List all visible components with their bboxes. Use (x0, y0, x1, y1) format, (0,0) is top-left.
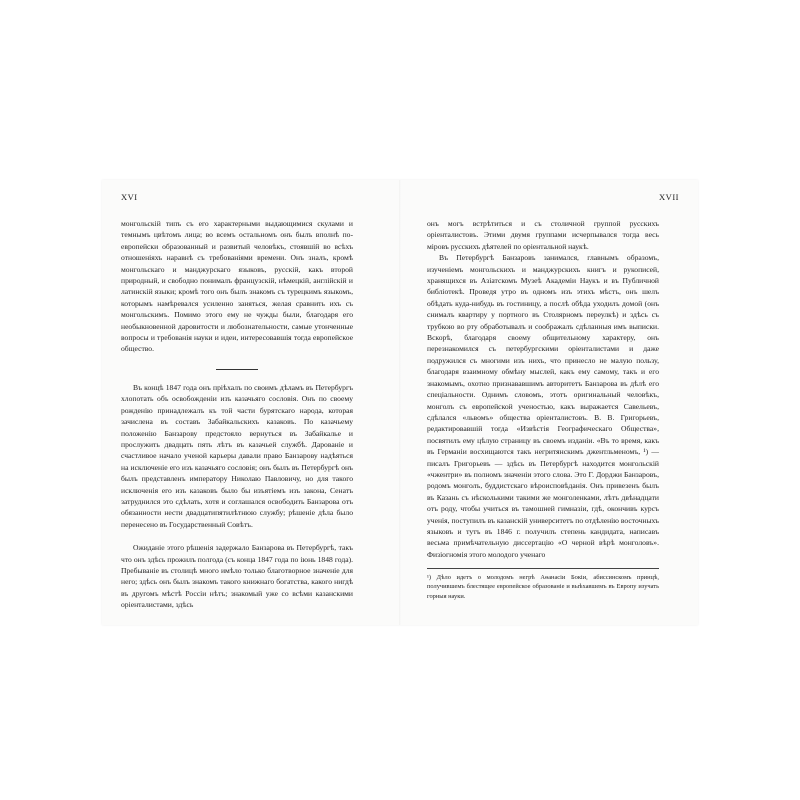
page-number-right: XVII (659, 192, 679, 202)
paragraph: онъ могъ встрѣтиться и съ столичной группой русскихъ оріенталистовъ. Этими двумя группами исчерпывался тогда весь міровъ русскихъ дѣятелей по оріентальной наукѣ. (427, 219, 659, 251)
footnote-divider (427, 568, 659, 569)
paragraph: Ожиданіе этого рѣшенія задержало Банзарова въ Петербургѣ, такъ что онъ здѣсь прожилъ полгода (съ конца 1847 года по іюнь 1848 года). Пребываніе въ столицѣ много имѣло только благотворное значеніе для него; здѣсь онъ былъ знакомъ такого книжнаго богатства, какого нигдѣ въ другомъ мѣстѣ Россіи нѣтъ; знакомый уже со всѣми казанскими оріенталистами, здѣсь (121, 543, 353, 610)
section-separator (216, 369, 258, 370)
left-page-text (121, 218, 353, 611)
right-page (400, 180, 698, 625)
paragraph: Въ концѣ 1847 года онъ пріѣхалъ по своимъ дѣламъ въ Петербургъ хлопотать объ освобожденіи изъ казачьяго сословія. Онъ по своему рожденію принадлежалъ къ той части бурятскаго народа, которая зачислена въ составъ Забайкальскихъ казаковъ. По казачьему положенію Банзарову предстояло вернуться въ Забайкалье и прослужить двадцать пять лѣтъ въ казачьей службѣ. Дарованіе и счастливое начало ученой карьеры давали право Банзарову надѣяться на исключеніе его изъ казачьяго сословія; онъ былъ въ Петербургѣ онъ былъ представленъ императору Николаю Павловичу, но для такого исключенія его изъ казаковъ было бы изъятіемъ изъ закона, Сенатъ затруднился это сдѣлать, хотя и соглашался освободить Банзарова отъ обязанности нести двадцатипятилѣтнюю службу; рѣшеніе дѣла было перенесено въ Государственный Совѣтъ. (121, 382, 353, 529)
book-spread (102, 180, 698, 625)
paragraph: монгольскій типъ съ его характерными выдающимися скулами и темнымъ цвѣтомъ лица; во всемъ остальномъ онъ былъ вполнѣ по-европейски образованный и развитый человѣкъ, стоявшій во всѣхъ отношеніяхъ наравнѣ съ требованіями времени. Онъ зналъ, кромѣ монгольскаго и манджурскаго языковъ, русскій, какъ второй природный, и свободно понималъ французскій, нѣмецкій, англійскій и латинскій языки; кромѣ того онъ былъ знакомъ съ турецкимъ языкомъ, которымъ намѣревался усиленно заняться, желая сравнить ихъ съ монгольскимъ. Помимо этого ему не чужды были, благодаря его необыкновенной даровитости и любознательности, самые утонченные вопросы и требованія науки и идеи, интересовавшія тогда европейское общество. (121, 219, 353, 354)
paragraph: Въ Петербургѣ Банзаровъ занимался, главнымъ образомъ, изученіемъ монгольскихъ и манджурскихъ книгъ и рукописей, хранящихся въ Азіатскомъ Музеѣ Академіи Наукъ и въ Публичной библіотекѣ. Проведя утро въ одномъ изъ этихъ мѣстъ, онъ шелъ обѣдать куда-нибудь въ гостиницу, а послѣ обѣда уходилъ домой (онъ снималъ квартиру у портного въ Столярномъ переулкѣ) и здѣсь съ трубкою во рту обработывалъ и соображалъ сдѣланныя имъ выписки. Вскорѣ, благодаря своему общительному характеру, онъ перезнакомился съ петербургскими оріенталистами и даже подружился съ многими изъ нихъ, что принесло не малую пользу, благодаря взаимному обмѣну мыслей, какъ ему самому, такъ и его знакомымъ, охотно признававшимъ авторитетъ Банзарова въ дѣлѣ его спеціальности. Однимъ словомъ, этотъ оригинальный человѣкъ, монголъ съ европейской ученостью, какъ выражается Савельевъ, сдѣлался «львомъ» общества оріенталистовъ. В. В. Григорьевъ, редактировавшій тогда «Извѣстія Географическаго Общества», посвятилъ ему цѣлую страницу въ своемъ изданіи. «Въ то время, какъ въ Германіи восхищаются такъ негритянскимъ джентльменомъ, ¹) — писалъ Григорьевъ — здѣсь въ Петербургѣ находится монгольскій «чжентри» въ полномъ значеніи этого слова. Это Г. Дорджи Банзаровъ, родомъ монголъ, буддистскаго вѣроисповѣданія. Онъ привезенъ былъ въ Казань съ нѣсколькими такими же монголенками, лѣтъ двѣнадцати отъ роду, чтобы учиться въ тамошней гимназіи, гдѣ, окончивъ курсъ ученія, поступилъ въ казанскій университетъ по отдѣленію восточныхъ языковъ и тутъ въ 1846 г. получилъ степень кандидата, написавъ весьма примѣчательную диссертацію «О черной вѣрѣ монголовъ». Физіогномія этого молодого ученаго (427, 253, 659, 559)
footnote: ¹) Дѣло идетъ о молодомъ негрѣ Аѳанасіи Бокіи, абиссинскомъ принцѣ, получившемъ блестящее европейское образованіе и выѣхавшемъ въ Европу изучать горныя науки. (427, 574, 659, 600)
left-page (102, 180, 400, 625)
page-number-left: XVI (121, 192, 138, 202)
right-page-text (427, 218, 659, 601)
